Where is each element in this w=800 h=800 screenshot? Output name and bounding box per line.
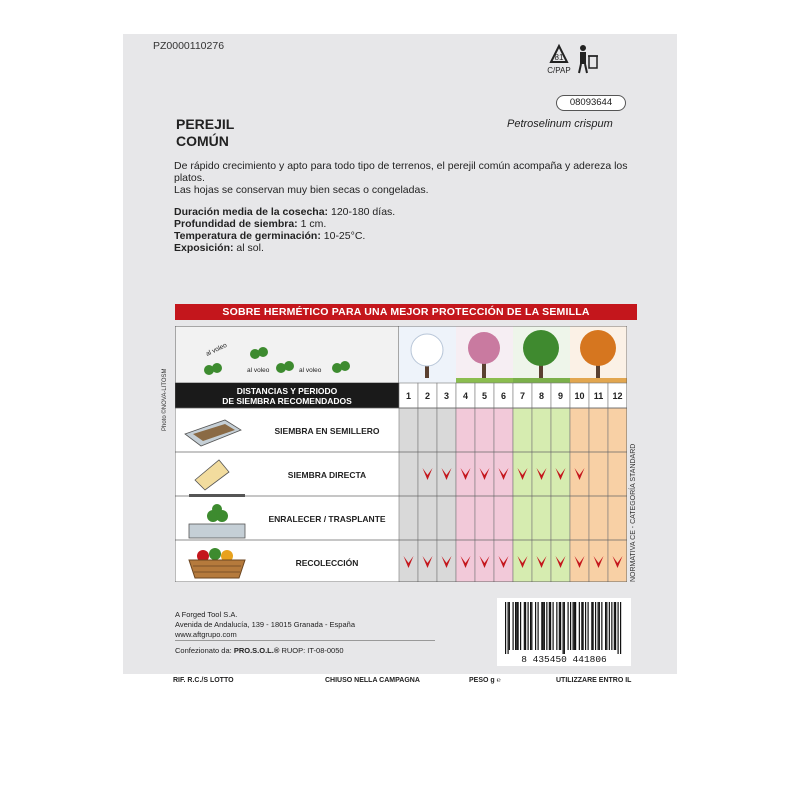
divider: [175, 640, 435, 641]
growing-properties: [174, 206, 395, 254]
barcode-bar: [574, 602, 575, 650]
month-label: 4: [462, 391, 469, 401]
table-header-line-1: DISTANCIAS Y PERIODO: [236, 386, 338, 396]
month-label: 9: [557, 391, 564, 401]
barcode-digits: 8 435450 441806: [521, 654, 607, 665]
month-label: 10: [574, 391, 585, 401]
property-temperature: Temperatura de germinación: 10-25°C.: [174, 230, 366, 242]
barcode-bar: [549, 602, 550, 650]
footer-utilizzare: UTILIZZARE ENTRO IL: [556, 677, 632, 684]
barcode-bar: [618, 602, 619, 654]
month-label: 8: [538, 391, 545, 401]
barcode-bar: [520, 602, 521, 650]
barcode-bar: [563, 602, 564, 654]
svg-text:NORMATIVA CE - CATEGORÍA STAND: NORMATIVA CE - CATEGORÍA STANDARD: [630, 443, 637, 582]
row-label-direct: SIEMBRA DIRECTA: [287, 470, 367, 480]
barcode-bar: [611, 602, 612, 650]
month-label: 7: [519, 391, 526, 401]
sowing-calendar-table: [175, 326, 627, 582]
month-column: [551, 408, 570, 582]
recycle-number: 81: [554, 53, 564, 62]
month-column: [456, 408, 475, 582]
voleo-label-1: al voleo: [204, 341, 229, 358]
barcode-bar: [505, 602, 506, 654]
barcode-bar: [530, 602, 531, 650]
barcode-bar: [579, 602, 580, 650]
barcode-bar: [581, 602, 582, 650]
footer-chiuso: CHIUSO NELLA CAMPAGNA: [325, 677, 420, 684]
voleo-label-3: al voleo: [299, 367, 322, 374]
hermetic-banner: SOBRE HERMÉTICO PARA UNA MEJOR PROTECCIÓN DE LA SEMILLA: [175, 304, 637, 320]
barcode-bar: [531, 602, 532, 650]
barcode-bars: [497, 598, 631, 666]
month-label: 5: [481, 391, 488, 401]
barcode-bar: [513, 602, 514, 650]
barcode-bar: [538, 602, 539, 650]
month-column: [475, 408, 494, 582]
barcode-bar: [568, 602, 569, 650]
row-label-transplant: ENRALECER / TRASPLANTE: [268, 514, 386, 524]
barcode-bar: [516, 602, 517, 650]
barcode-bar: [570, 602, 571, 650]
property-depth: Profundidad de siembra: 1 cm.: [174, 218, 327, 230]
month-column: [570, 408, 589, 582]
barcode-bar: [575, 602, 576, 650]
month-label: 3: [443, 391, 450, 401]
barcode: [497, 598, 631, 666]
recycle-material: C/PAP: [547, 66, 571, 75]
property-harvest: Duración media de la cosecha: 120-180 días.: [174, 206, 396, 218]
barcode-bar: [599, 602, 600, 650]
barcode-bar: [543, 602, 544, 650]
barcode-bar: [573, 602, 574, 650]
company-name: A Forged Tool S.A.: [175, 610, 238, 619]
month-column: [437, 408, 456, 582]
barcode-bar: [541, 602, 542, 650]
barcode-bar: [615, 602, 616, 650]
norm-text: [626, 424, 638, 584]
title-line-1: PEREJIL: [176, 116, 235, 132]
barcode-bar: [544, 602, 545, 650]
month-column: [418, 408, 437, 582]
season-trees: [399, 326, 627, 383]
footer-rif: RIF. R.C./S LOTTO: [173, 677, 234, 684]
month-label: 12: [612, 391, 623, 401]
barcode-bar: [518, 602, 519, 650]
barcode-bar: [553, 602, 554, 650]
row-label-seedbed: SIEMBRA EN SEMILLERO: [274, 426, 380, 436]
barcode-bar: [524, 602, 525, 650]
barcode-bar: [609, 602, 610, 650]
property-exposure: Exposición: al sol.: [174, 242, 264, 254]
barcode-bar: [560, 602, 561, 650]
packager-info: Confezionato da: PRO.S.O.L.® RUOP: IT-08-0050: [175, 646, 344, 655]
month-column: [513, 408, 532, 582]
svg-text:Photo ©NOVA-LITOSM: Photo ©NOVA-LITOSM: [162, 368, 168, 431]
latin-name: Petroselinum crispum: [507, 118, 613, 130]
description-paragraph-1: De rápido crecimiento y apto para todo tipo de terrenos, el perejil común acompaña y adereza los platos.: [174, 160, 628, 184]
product-code: PZ0000110276: [153, 40, 225, 52]
barcode-bar: [515, 602, 516, 650]
barcode-bar: [588, 602, 589, 650]
month-column: [532, 408, 551, 582]
barcode-bar: [559, 602, 560, 650]
row-label-harvest: RECOLECCIÓN: [295, 558, 359, 568]
barcode-bar: [601, 602, 602, 650]
barcode-bar: [591, 602, 592, 650]
trash-bin-icon: [579, 45, 598, 73]
barcode-bar: [620, 602, 621, 654]
barcode-bar: [528, 602, 529, 650]
company-web: www.aftgrupo.com: [175, 630, 237, 639]
footer-peso: PESO g ℮: [469, 677, 501, 684]
month-column: [608, 408, 627, 582]
barcode-bar: [564, 602, 565, 654]
barcode-bar: [585, 602, 586, 650]
title-line-2: COMÚN: [176, 133, 229, 149]
barcode-bar: [525, 602, 526, 650]
table-header-line-2: DE SIEMBRA RECOMENDADOS: [222, 396, 352, 406]
voleo-label-2: al voleo: [247, 367, 270, 374]
month-label: 1: [405, 391, 412, 401]
photo-credit: [159, 331, 169, 431]
barcode-bar: [598, 602, 599, 650]
recycle-icon: [541, 40, 601, 80]
company-address: Avenida de Andalucía, 139 - 18015 Granada - España: [175, 620, 355, 629]
month-label: 6: [500, 391, 507, 401]
barcode-bar: [535, 602, 536, 650]
month-column: [399, 408, 418, 582]
month-column: [494, 408, 513, 582]
barcode-bar: [605, 602, 606, 650]
barcode-bar: [508, 602, 509, 654]
barcode-bar: [593, 602, 594, 650]
barcode-bar: [583, 602, 584, 650]
barcode-bar: [546, 602, 547, 650]
barcode-bar: [556, 602, 557, 650]
month-label: 2: [424, 391, 431, 401]
description: [174, 160, 644, 196]
barcode-bar: [550, 602, 551, 650]
company-info: [175, 610, 355, 640]
barcode-bar: [614, 602, 615, 650]
barcode-bar: [595, 602, 596, 650]
barcode-bar: [509, 602, 510, 650]
description-paragraph-2: Las hojas se conservan muy bien secas o congeladas.: [174, 184, 429, 196]
barcode-bar: [606, 602, 607, 650]
estimated-sign-icon: ℮: [496, 677, 501, 684]
product-title: [176, 116, 234, 150]
month-label: 11: [593, 391, 604, 401]
month-column: [589, 408, 608, 582]
reference-number: 08093644: [556, 95, 626, 111]
seed-packet-back: [123, 34, 677, 674]
